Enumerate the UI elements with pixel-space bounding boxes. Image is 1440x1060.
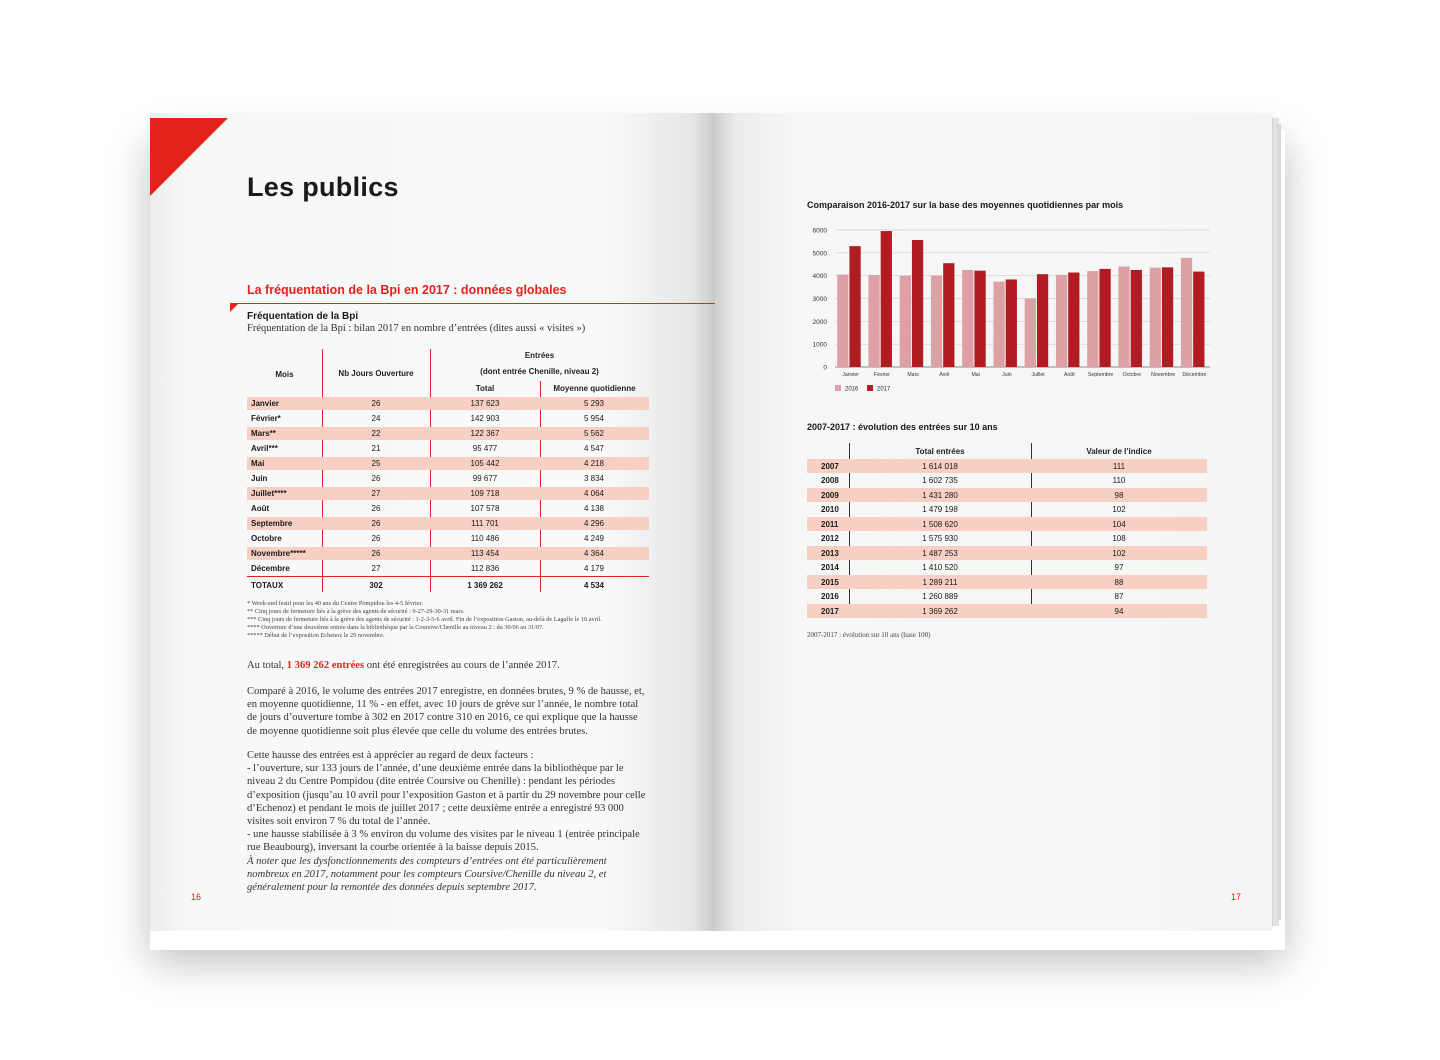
legend-swatch — [835, 385, 841, 391]
x-tick-label: Janvier — [842, 372, 859, 378]
page-edge — [1277, 124, 1281, 920]
table-row: 2012 1 575 930 108 — [821, 534, 1126, 543]
footnote: *** Cinq jours de fermeture liés à la grève des agents de sécurité : 1-2-3-5-6 avril. Fin de l’exposition Gaston, au-delà de Lagaffe le 10 avril. — [247, 616, 602, 623]
bar-2017 — [1068, 273, 1079, 367]
x-tick-label: Juin — [1002, 372, 1012, 378]
paragraph-factors: Cette hausse des entrées est à apprécier au regard de deux facteurs : - l’ouverture, sur 133 jours de l’année, d’une deuxième entrée dans la bibliothèque par le niveau 2 du Centre Pompidou (dite entrée Coursive ou Chenille) : pendant les périodes d’exposition (jusqu’au 10 avril pour l’exposition Gaston et à partir du 29 novembre pour celle d’Echenoz) et pendant le mois de juillet 2017 ; cette deuxième entrée a enregistré 93 000 visites soit environ 7 % du total de l’année. - une hausse stabilisée à 3 % environ du volume des visites par le niveau 1 (entrée principale rue Beaubourg), inversant la courbe orientée à la baisse depuis 2015. À noter que les dysfonctionnements des compteurs d’entrées ont été particulièrement nombreux en 2017, notamment pour les compteurs Coursive/Chenille du niveau 2, et généralement pour la remontée des données depuis septembre 2017. — [247, 750, 646, 894]
table-row: Août 26 107 578 4 138 — [251, 504, 605, 513]
bar-2016 — [962, 270, 973, 367]
table-row: Juillet**** 27 109 718 4 064 — [247, 487, 649, 500]
section-title: La fréquentation de la Bpi en 2017 : données globales — [247, 283, 567, 297]
totals-rule — [247, 576, 649, 577]
totals-row — [247, 579, 649, 592]
table-row: Octobre 26 110 486 4 249 — [251, 534, 605, 543]
y-tick-label: 4000 — [812, 273, 827, 281]
x-tick-label: Octobre — [1122, 372, 1142, 378]
bar-2017 — [1006, 279, 1017, 367]
bar-2017 — [943, 263, 954, 367]
bar-2016 — [1181, 258, 1192, 367]
bar-2017 — [1162, 267, 1173, 367]
bar-2016 — [837, 275, 848, 367]
bar-2017 — [1131, 270, 1142, 367]
table-row: 2016 1 260 889 87 — [821, 592, 1124, 601]
table-row: Décembre 27 112 836 4 179 — [251, 564, 605, 573]
table-row: Septembre 26 111 701 4 296 — [247, 517, 649, 530]
table-row: Février* 24 142 903 5 954 — [251, 414, 605, 423]
table-row: 2007 1 614 018 111 — [807, 459, 1207, 473]
bar-2016 — [1056, 275, 1067, 367]
x-tick-label: Mai — [971, 372, 980, 378]
y-tick-label: 0 — [823, 364, 827, 372]
x-tick-label: Novembre — [1151, 372, 1176, 378]
table-row: 2014 1 410 520 97 — [821, 563, 1124, 572]
totals-jours: 302 — [369, 581, 383, 590]
bar-2016 — [1118, 267, 1129, 367]
col-header-jours: Nb Jours Ouverture — [338, 369, 414, 378]
monthly-comparison-chart — [800, 220, 1240, 405]
table2-title: 2007-2017 : évolution des entrées sur 10 ans — [807, 422, 998, 432]
totals-moyenne: 4 534 — [583, 581, 605, 590]
y-tick-label: 2000 — [812, 318, 827, 326]
section-underline — [230, 303, 715, 304]
page-heading: Les publics — [247, 172, 399, 202]
legend-label: 2017 — [877, 386, 891, 393]
bar-2017 — [1037, 274, 1048, 367]
bar-2017 — [849, 246, 860, 367]
col-header-entrees-sub: (dont entrée Chenille, niveau 2) — [480, 367, 599, 376]
red-corner-triangle — [150, 118, 228, 196]
col-header-entrees: Entrées — [524, 351, 555, 360]
y-tick-label: 3000 — [812, 296, 827, 303]
table-row: Avril*** 21 95 477 4 547 — [251, 444, 605, 453]
table-row: 2008 1 602 735 110 — [821, 476, 1126, 485]
table-row: Mai 25 105 442 4 218 — [247, 457, 649, 470]
table-row: 2015 1 289 211 88 — [807, 575, 1207, 589]
table-row: Juin 26 99 677 3 834 — [251, 474, 605, 483]
paragraph-comparison: Comparé à 2016, le volume des entrées 2017 enregistre, en données brutes, 9 % de hausse, et, en moyenne quotidienne, 11 % - en effet, avec 10 jours de grève sur l’année, le nombre total de jours d’ouverture tombe à 302 en 2017 contre 310 en 2016, ce qui explique que la hausse de moyenne quotidienne soit plus élevée que celle du volume des entrées brutes. — [247, 686, 645, 737]
footnote: * Week-end festif pour les 40 ans du Centre Pompidou les 4-5 février. — [247, 600, 423, 607]
col-header-mois: Mois — [275, 370, 294, 379]
bar-2017 — [1193, 272, 1204, 367]
col-header-moyenne: Moyenne quotidienne — [553, 384, 636, 393]
bar-2017 — [1099, 269, 1110, 367]
bar-2016 — [931, 275, 942, 367]
x-tick-label: Septembre — [1087, 372, 1114, 378]
footnote: **** Ouverture d’une deuxième entrée dans la bibliothèque par la Coursive/Chenille au niveau 2 : du 30/06 au 31/07. — [247, 624, 544, 631]
bar-2016 — [868, 275, 879, 367]
table-row: 2009 1 431 280 98 — [807, 488, 1207, 502]
table-row: 2017 1 369 262 94 — [807, 604, 1207, 618]
x-tick-label: Avril — [939, 372, 950, 378]
bar-2016 — [1150, 268, 1161, 367]
legend-label: 2016 — [845, 386, 859, 393]
x-tick-label: Décembre — [1182, 372, 1207, 378]
x-tick-label: Février — [873, 372, 890, 378]
bar-2016 — [993, 282, 1004, 367]
chart-title: Comparaison 2016-2017 sur la base des moyennes quotidiennes par mois — [807, 200, 1124, 210]
x-tick-label: Août — [1064, 372, 1075, 378]
x-tick-label: Juillet — [1031, 372, 1045, 378]
footnote: ** Cinq jours de fermeture liés à la grève des agents de sécurité : 9-27-29-30-31 mars. — [247, 608, 465, 615]
legend-swatch — [867, 385, 873, 391]
bar-2017 — [912, 240, 923, 367]
section-marker — [230, 303, 239, 312]
col-header-total: Total — [475, 384, 495, 393]
col-header-total-entrees: Total entrées — [915, 447, 965, 456]
x-tick-label: Mars — [907, 372, 919, 378]
table-title: Fréquentation de la Bpi — [247, 311, 359, 322]
table-row: Novembre***** 26 113 454 4 364 — [247, 547, 649, 560]
col-header-indice: Valeur de l’indice — [1086, 447, 1152, 456]
footnote: ***** Début de l’exposition Echenoz le 29 novembre. — [247, 632, 385, 639]
table-row: 2010 1 479 198 102 — [821, 505, 1126, 514]
bar-2016 — [1087, 271, 1098, 367]
table2-caption: 2007-2017 : évolution sur 10 ans (base 100) — [807, 631, 931, 639]
page-number-left: 16 — [191, 892, 202, 902]
bar-2017 — [974, 271, 985, 367]
totals-total: 1 369 262 — [467, 581, 503, 590]
table-row: Janvier 26 137 623 5 293 — [247, 397, 649, 410]
table-subtitle: Fréquentation de la Bpi : bilan 2017 en nombre d’entrées (dites aussi « visites ») — [247, 323, 586, 334]
table-row: Mars** 22 122 367 5 562 — [247, 427, 649, 440]
footnotes — [247, 600, 602, 640]
y-tick-label: 1000 — [812, 341, 827, 349]
y-tick-label: 5000 — [812, 250, 827, 258]
bar-2017 — [881, 231, 892, 367]
bar-2016 — [1025, 299, 1036, 368]
paragraph-total: Au total, 1 369 262 entrées ont été enregistrées au cours de l’année 2017. — [247, 660, 560, 671]
y-tick-label: 6000 — [812, 227, 827, 235]
page-number-right: 17 — [1231, 892, 1242, 902]
totals-label: TOTAUX — [251, 581, 284, 590]
table-row: 2013 1 487 253 102 — [807, 546, 1207, 560]
bar-2016 — [900, 276, 911, 367]
table-row: 2011 1 508 620 104 — [807, 517, 1207, 531]
